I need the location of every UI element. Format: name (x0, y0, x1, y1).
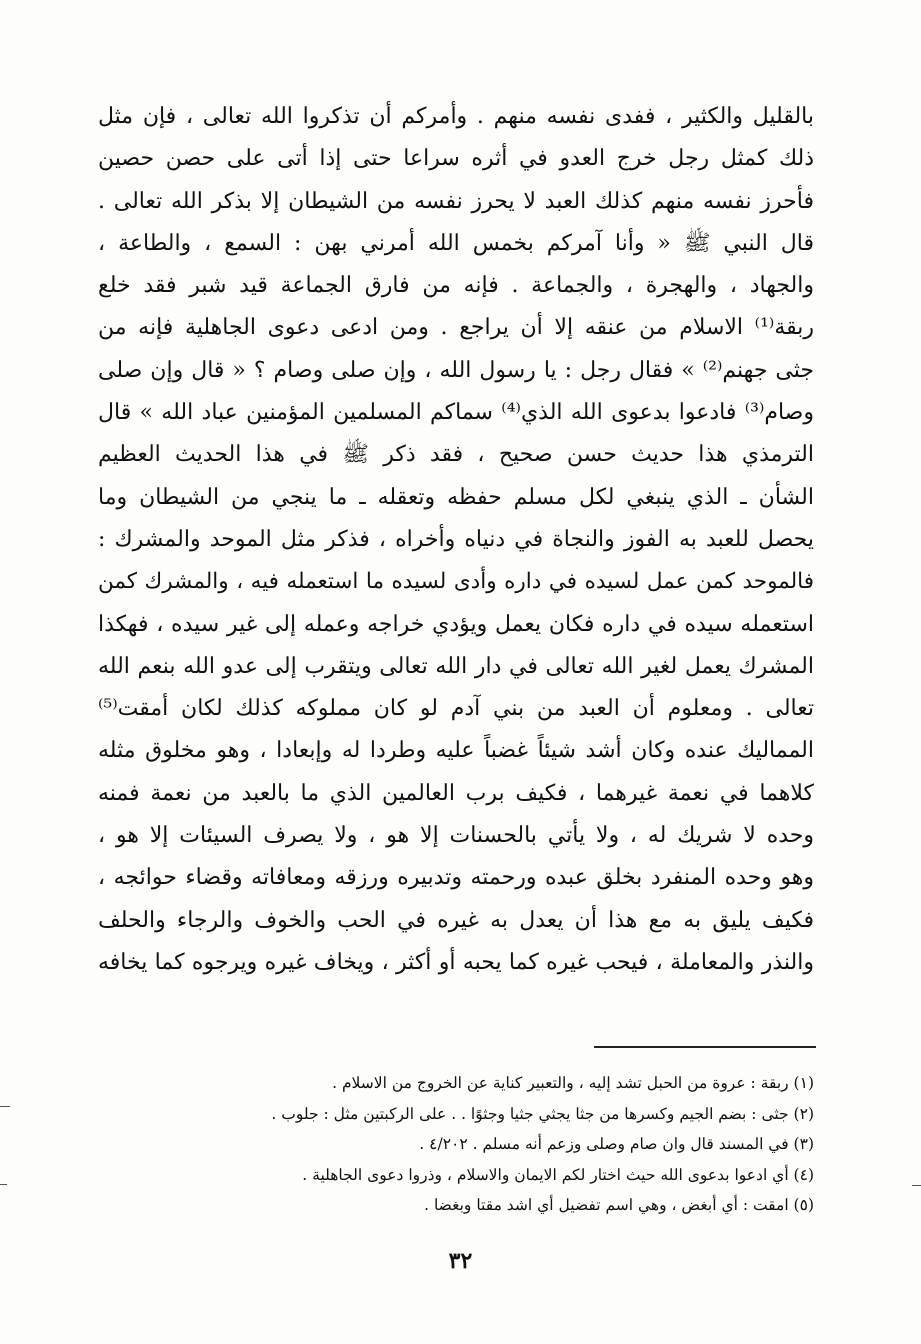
text-line: وحده لا شريك له ، ولا يأتي بالحسنات إلا هو ، ولا يصرف السيئات إلا هو ، (98, 823, 814, 849)
footnote-separator (594, 1046, 816, 1048)
text-line: يحصل للعبد به الفوز والنجاة في دنياه وأخراه ، فذكر مثل الموحد والمشرك : (98, 526, 814, 552)
footnote: (٣) في المسند قال وان صام وصلى وزعم أنه مسلم . ٤/٢٠٢ . (419, 1135, 814, 1153)
text-line: قال النبي ﷺ « وأنا آمركم بخمس الله أمرني بهن : السمع ، والطاعة ، (98, 230, 814, 256)
text-line: والنذر والمعاملة ، فيحب غيره كما يحبه أو أكثر ، ويخاف غيره ويرجوه كما يخافه (98, 949, 814, 975)
text-line: وهو وحده المنفرد بخلق عبده ورحمته وتدبيره ورزقه ومعافاته وقضاء حوائجه ، (98, 865, 814, 891)
footnotes (180, 1068, 814, 1221)
text-line: فالموحد كمن عمل لسيده في داره وأدى لسيده ما استعمله فيه ، والمشرك كمن (98, 569, 814, 595)
text-line: تعالى . ومعلوم أن العبد من بني آدم لو كان مملوكه كذلك لكان أمقت⁽⁵⁾ (98, 696, 814, 722)
text-line: والجهاد ، والهجرة ، والجماعة . فإنه من فارق الجماعة قيد شبر فقد خلع (98, 273, 814, 299)
text-line: جثى جهنم⁽²⁾ » فقال رجل : يا رسول الله ، وإن صلى وصام ؟ « قال وإن صلى (98, 357, 814, 383)
footnote: (٥) امقت : أي أبغض ، وهي اسم تفضيل أي اشد مقتا وبغضا . (424, 1196, 814, 1214)
scan-margin-mark (0, 1106, 10, 1107)
text-line: الشأن ـ الذي ينبغي لكل مسلم حفظه وتعقله ـ ما ينجي من الشيطان وما (98, 484, 814, 510)
main-text (98, 96, 814, 984)
text-line: المماليك عنده وكان أشد شيئاً غضباً عليه وطردا له وإبعادا ، وهو مخلوق مثله (98, 738, 814, 764)
footnote: (٢) جثى : بضم الجيم وكسرها من جثا يجثي جثيا وجثوًا . . على الركبتين مثل : جلوب . (271, 1104, 814, 1123)
text-line: الترمذي هذا حديث حسن صحيح ، فقد ذكر ﷺ في هذا الحديث العظيم (98, 442, 814, 468)
scan-margin-mark (912, 1185, 921, 1186)
footnote: (١) ربقة : عروة من الحبل تشد إليه ، والتعبير كناية عن الخروج من الاسلام . (332, 1074, 814, 1092)
page-number: ٣٢ (448, 1248, 473, 1274)
text-line: ربقة⁽¹⁾ الاسلام من عنقه إلا أن يراجع . ومن ادعى دعوى الجاهلية فإنه من (98, 315, 814, 341)
text-line: بالقليل والكثير ، ففدى نفسه منهم . وأمركم أن تذكروا الله تعالى ، فإن مثل (98, 104, 814, 129)
text-line: ذلك كمثل رجل خرج العدو في أثره سراعا حتى إذا أتى على حصن حصين (98, 146, 814, 172)
footnote: (٤) أي ادعوا بدعوى الله حيث اختار لكم الايمان والاسلام ، وذروا دعوى الجاهلية . (302, 1165, 814, 1184)
text-line: استعمله سيده في داره فكان يعمل ويؤدي خراجه وعمله إلى غير سيده ، فهكذا (98, 611, 814, 637)
scan-margin-mark (0, 1184, 7, 1185)
text-line: فأحرز نفسه منهم كذلك العبد لا يحرز نفسه من الشيطان إلا بذكر الله تعالى . (98, 188, 814, 214)
text-line: المشرك يعمل لغير الله تعالى في دار الله تعالى ويتقرب إلى عدو الله بنعم الله (98, 653, 814, 679)
text-line: كلاهما في نعمة غيرهما ، فكيف برب العالمين الذي ما بالعبد من نعمة فمنه (98, 780, 814, 806)
text-line: فكيف يليق به مع هذا أن يعدل به غيره في الحب والخوف والرجاء والحلف (98, 907, 814, 933)
text-line: وصام⁽³⁾ فادعوا بدعوى الله الذي⁽⁴⁾ سماكم المسلمين المؤمنين عباد الله » قال (98, 400, 814, 426)
